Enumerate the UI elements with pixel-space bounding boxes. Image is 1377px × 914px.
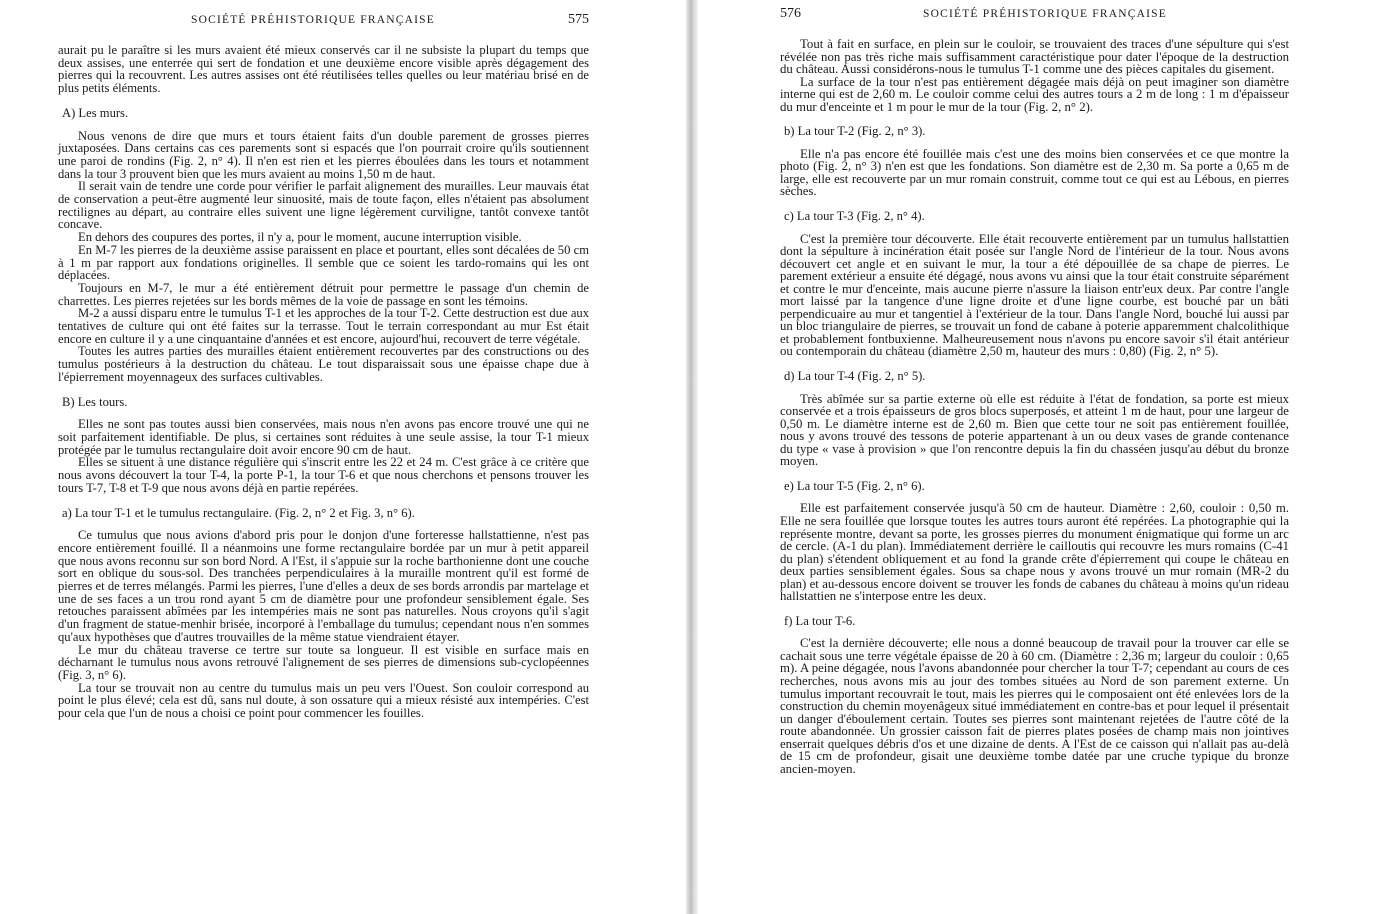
- subsection-heading-t4: d) La tour T-4 (Fig. 2, n° 5).: [784, 369, 926, 384]
- paragraph: En M-7 les pierres de la deuxième assise paraissent en place et pourtant, elles sont décalées de 50 cm à 1 m par rapport aux fondations originelles. Il semble que ce soient les tardo-romains qui les ont déplacées.: [58, 242, 589, 283]
- subsection-heading-t6: f) La tour T-6.: [784, 613, 856, 628]
- paragraph: Il serait vain de tendre une corde pour vérifier le parfait alignement des murailles. Leur mauvais état de conservation a peut-être augmenté leur sinuosité, mais de toute façon, elles n'étaient pas absolument rectilignes au départ, au contraire elles suivent une ligne légèrement curviligne, tantôt convexe tantôt concave.: [58, 179, 589, 232]
- right-body: [780, 38, 1289, 775]
- paragraph: Nous venons de dire que murs et tours étaient faits d'un double parement de grosses pierres juxtaposées. Dans certains cas ces parements sont si espacés que l'on pourrait croire qu'ils soutiennent une paroi de rondins (Fig. 2, n° 4). Il n'en est rien et les pierres éboulées dans les tours et notamment dans la tour 3 prouvent bien que les murs avaient au moins 1,50 m de haut.: [58, 128, 589, 181]
- section-heading-murs: A) Les murs.: [62, 105, 129, 120]
- left-body: [58, 44, 589, 720]
- right-journal-title: SOCIÉTÉ PRÉHISTORIQUE FRANÇAISE: [922, 8, 1167, 20]
- paragraph: Elle est parfaitement conservée jusqu'à 50 cm de hauteur. Diamètre : 2,60, couloir : 0,50 m. Elle ne sera fouillée que lorsque toutes les autres tours auront été repérées. La photographie qui la représente montre, devant sa porte, les grosses pierres du monument énigmatique qui forme un arc de cercle. (A-1 du plan). Immédiatement derrière le cailloutis qui recouvre les murs romains (C-41 du plan) s'étendent obliquement et au fond la grande crête d'épierrement qui coupe le château en deux parties sensiblement égales. Sous sa chape nous y avons trouvé un mur romain (MR-2 du plan) et au-dessous encore doivent se trouver les fonds de cabanes du château à moins qu'un rideau hallstattien ne s'interpose entre les deux.: [780, 501, 1289, 604]
- left-journal-title: SOCIÉTÉ PRÉHISTORIQUE FRANÇAISE: [190, 14, 435, 26]
- subsection-heading-t3: c) La tour T-3 (Fig. 2, n° 4).: [784, 209, 925, 224]
- paragraph: Toujours en M-7, le mur a été entièrement détruit pour permettre le passage d'un chemin de charrettes. Les pierres rejetées sur les bords mêmes de la voie de passage en sont les témoins.: [58, 280, 589, 308]
- book-gutter: [686, 0, 698, 914]
- paragraph: La surface de la tour n'est pas entièrement dégagée mais déjà on peut imaginer son diamètre interne qui est de 2,60 m. Le couloir comme celui des autres tours a 2 m de long : 1 m d'épaisseur du mur d'enceinte et 1 m pour le mur de la tour (Fig. 2, n° 2).: [780, 74, 1289, 114]
- paragraph: Toutes les autres parties des murailles étaient entièrement recouvertes par des constructions ou des tumulus postérieurs à la destruction du château. Le tout disparaissait sous une épaisse chape due à l'épierrement moyennageux des surfaces cultivables.: [58, 344, 589, 384]
- left-page: [0, 0, 685, 914]
- subsection-heading-t1: a) La tour T-1 et le tumulus rectangulaire. (Fig. 2, n° 2 et Fig. 3, n° 6).: [62, 505, 415, 520]
- subsection-heading-t5: e) La tour T-5 (Fig. 2, n° 6).: [784, 478, 925, 493]
- left-running-head: [58, 12, 589, 44]
- subsection-heading-t2: b) La tour T-2 (Fig. 2, n° 3).: [784, 124, 926, 139]
- right-page: [700, 0, 1377, 914]
- paragraph: Elles se situent à une distance régulière qui s'inscrit entre les 22 et 24 m. C'est grâce à ce critère que nous avons découvert la tour T-4, la porte P-1, la tour T-6 et que nous cherchons et pensons trouver les tours T-7, T-8 et T-9 que nous avons déjà en partie repérées.: [58, 455, 589, 495]
- paragraph: Très abîmée sur sa partie externe où elle est réduite à l'état de fondation, sa porte est mieux conservée et a trois épaisseurs de gros blocs superposés, et atteint 1 m de haut, pour une largeur de 0,50 m. Le diamètre interne est de 2,60 m. Bien que cette tour ne soit pas entièrement fouillée, nous y avons trouvé des tessons de poterie appartenant à un ou deux vases de grande contenance du type « vase à provision » que l'on rencontre depuis la fin du chasséen jusqu'au début du bronze moyen.: [780, 391, 1289, 469]
- paragraph: Tout à fait en surface, en plein sur le couloir, se trouvaient des traces d'une sépulture qui s'est révélée non pas très riche mais suffisamment caractéristique pour dater l'époque de la destruction du château. Aussi considérons-nous le tumulus T-1 comme une des pièces capitales du gisement.: [780, 37, 1289, 77]
- paragraph: Elle n'a pas encore été fouillée mais c'est une des moins bien conservées et ce que montre la photo (Fig. 2, n° 3) n'en est que les fondations. Son diamètre est de 2,30 m. Sa porte a 0,65 m de large, elle est recouverte par un mur romain construit, comme tout ce qui est au Lébous, en pierres sèches.: [780, 146, 1289, 199]
- paragraph: C'est la première tour découverte. Elle était recouverte entièrement par un tumulus hallstattien dont la sépulture à incinération était posée sur l'angle Nord de l'intérieur de la tour. Nous avons découvert cet angle et en suivant le mur, la tour a été dépouillée de sa chape de pierres. Le parement extérieur a ensuite été dégagé, nous avons vu ainsi que la tour était construite séparément et contre le mur d'enceinte, mais aucune pierre n'assure la liaison entr'eux deux. Par contre l'angle mort laissé par la tangence d'une ligne droite et d'une ligne courbe, est bouché par un bâti perpendicuaire au mur et tangentiel à l'extérieur de la tour. Dans l'angle Nord, bouché lui aussi par un bloc triangulaire de pierres, se trouvait un fond de cabane à poterie apparemment chalcolithique et probablement fontbuxienne. Malheureusement nous n'avons pu encore savoir s'il était antérieur ou contemporain du château (diamètre 2,50 m, hauteur des murs : 0,80) (Fig. 2, n° 5).: [780, 231, 1289, 359]
- paragraph: Elles ne sont pas toutes aussi bien conservées, mais nous n'en avons pas encore trouvé une qui ne soit parfaitement identifiable. De plus, si certaines sont réduites à une seule assise, la tour T-1 mieux protégée par le tumulus rectangulaire doit avoir encore 90 cm de haut.: [58, 417, 589, 457]
- right-page-number: 576: [780, 6, 801, 21]
- paragraph: Le mur du château traverse ce tertre sur toute sa longueur. Il est visible en surface mais en décharnant le tumulus nous avons retrouvé l'alignement de ses pierres de dimensions sub-cyclopéennes (Fig. 3, n° 6).: [58, 642, 589, 682]
- section-heading-tours: B) Les tours.: [62, 394, 128, 409]
- right-running-head: [780, 6, 1289, 38]
- left-page-number: 575: [568, 12, 589, 27]
- paragraph: aurait pu le paraître si les murs avaient été mieux conservés car il ne subsiste la plupart du temps que deux assises, une enterrée qui sert de fondation et une deuxième encore visible après dégagement des pierres qui la recouvrent. Les autres assises ont été réutilisées telles quelles ou leur matériau brisé en de plus petits éléments.: [58, 43, 589, 96]
- paragraph: En dehors des coupures des portes, il n'y a, pour le moment, aucune interruption visible.: [78, 230, 522, 245]
- paragraph: M-2 a aussi disparu entre le tumulus T-1 et les approches de la tour T-2. Cette destruction est due aux tentatives de culture qui ont été faites sur la terrasse. Tout le terrain correspondant au mur Est était encore en culture il y a une cinquantaine d'années et est encore, aujourd'hui, recouvert de terre végétale.: [58, 306, 589, 346]
- paragraph: La tour se trouvait non au centre du tumulus mais un peu vers l'Ouest. Son couloir correspond au point le plus élevé; cela est dû, sans nul doute, à son ossature qui a mieux résisté aux intempéries. C'est pour cela que l'un de nous a choisi ce point pour commencer les fouilles.: [58, 680, 589, 721]
- paragraph: C'est la dernière découverte; elle nous a donné beaucoup de travail pour la trouver car elle se cachait sous une terre végétale épaisse de 20 à 60 cm. (Diamètre : 2,36 m; largeur du couloir : 0,65 m). A peine dégagée, nous l'avons abandonnée pour chercher la tour T-7; cependant au cours de ces recherches, nous avons mis au jour des tombes situées au Nord de son parement externe. Un tumulus important recouvrait le tout, mais les pierres qui le composaient ont été enlevées lors de la construction du chemin moyenâgeux situé immédiatement en contre-bas et pour lequel il présentait un danger d'éboulement certain. Toutes ses pierres sont maintenant rejetées de l'autre côté de la route abandonnée. Un grossier caisson fait de pierres plates posées de champ mais non jointives enserrait quelques débris d'os et une dizaine de dents. A l'Est de ce caisson qui n'allait pas au-delà de 15 cm de profondeur, gisait une deuxième tombe datée par une cruche typique du bronze ancien-moyen.: [780, 636, 1289, 776]
- paragraph: Ce tumulus que nous avions d'abord pris pour le donjon d'une forteresse hallstattienne, n'est pas encore entièrement fouillé. Il a néanmoins une forme rectangulaire bordée par un mur à petit appareil que nous avons reconnu sur son bord Nord. A l'Est, il s'appuie sur la roche barthonienne dont une couche sort en oblique du sous-sol. Des tranchées perpendiculaires à la muraille montrent qu'il est formé de pierres et de terres mélangés. Parmi les pierres, l'une d'elles a deux de ses bords arrondis par martelage et une de ses faces a un trou rond ayant 5 cm de diamètre pour une profondeur sensiblement égale. Ses retouches paraissent abîmées par les intempéries mais ne sont pas naturelles. Nous croyons qu'il s'agit d'un fragment de statue-menhir brisée, incorporé à l'emballage du tumulus; cependant nous n'en sommes qu'aux hypothèses que d'autres trouvailles de la même statue viendraient étayer.: [58, 528, 589, 644]
